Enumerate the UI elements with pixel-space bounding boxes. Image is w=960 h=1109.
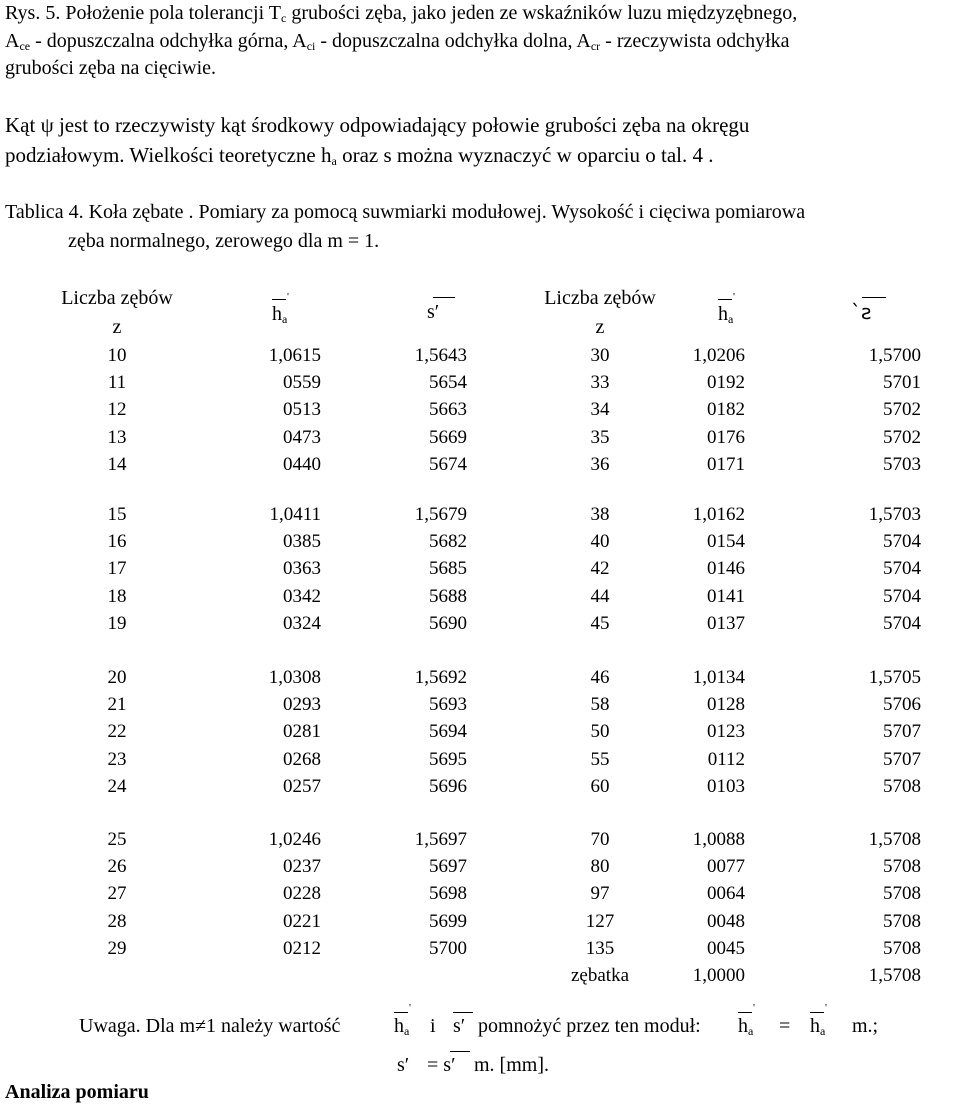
table-cell-s-right: 5704 [883, 558, 921, 580]
paragraph-line2: podziałowym. Wielkości teoretyczne $h_a$ oraz s można wyznaczyć w oparciu o tal. 4 . [5, 143, 714, 168]
table-cell-z-right: 36 [590, 453, 610, 475]
table-cell-s-left: 1,5697 [414, 829, 467, 850]
table-cell-z-left: 26 [107, 856, 127, 878]
prime-ha-2: ' [733, 291, 735, 303]
table-cell-z-left: 24 [107, 775, 127, 797]
table-cell-z-right: 35 [590, 426, 610, 448]
table-cell-z-right: 45 [590, 612, 610, 634]
table-cell-ha-right: 1,0000 [692, 965, 745, 986]
table-cell-s-right: 1,5708 [868, 965, 921, 986]
table-cell-z-left: 19 [107, 612, 127, 634]
header-liczba-zebow-2: Liczba zębów [544, 287, 656, 309]
note-h3: $h_a$ [810, 1015, 826, 1038]
table-cell-ha-right: 1,0088 [692, 829, 745, 850]
table-cell-s-right: 1,5708 [868, 829, 921, 850]
table-cell-z-left: 13 [107, 426, 127, 448]
table-cell-ha-right: 0112 [707, 748, 745, 770]
table-cell-z-right: 44 [590, 585, 610, 607]
paragraph-line1: Kąt ψ jest to rzeczywisty kąt środkowy odpowiadający połowie grubości zęba na okręgu [5, 113, 750, 137]
table-cell-s-left: 5695 [429, 748, 467, 770]
section-heading: Analiza pomiaru [5, 1081, 149, 1103]
table-cell-s-left: 1,5692 [414, 667, 467, 688]
overbar-s-2 [862, 297, 886, 298]
table-cell-s-left: 5698 [429, 883, 467, 905]
table-cell-ha-right: 0176 [707, 426, 745, 448]
table-cell-s-left: 5669 [429, 426, 467, 448]
table-cell-z-left: 16 [107, 531, 127, 553]
note-line2-s-overbar [450, 1051, 470, 1052]
table-cell-z-right: 30 [590, 345, 610, 366]
header-ha-1: $h_a$ [272, 303, 288, 326]
table-cell-ha-left: 0221 [283, 910, 321, 932]
note-h2-overbar [738, 1012, 752, 1013]
table-cell-ha-right: 0045 [707, 937, 745, 959]
table-cell-ha-left: 0237 [283, 856, 321, 878]
table-cell-z-left: 22 [107, 721, 127, 743]
table-cell-ha-left: 0513 [283, 399, 321, 421]
header-z-1: z [112, 316, 122, 338]
note-s: s′ [453, 1015, 466, 1037]
table-cell-z-right: 40 [590, 531, 610, 553]
table-cell-s-right: 5702 [883, 399, 921, 421]
note-line1: Uwaga. Dla m≠1 należy wartość [79, 1015, 341, 1037]
prime-ha-1: ' [287, 291, 289, 303]
table-cell-ha-right: 0103 [707, 775, 745, 797]
note-tail: m.; [852, 1015, 879, 1037]
figure-caption-line2: $A_{ce}$ - dopuszczalna odchyłka górna, $A_{ci}$ - dopuszczalna odchyłka dolna, $A_{cr}$ - rzeczywista odchyłka [5, 30, 790, 53]
table-cell-s-right: 1,5705 [868, 667, 921, 688]
note-line2-eq: = s′ [427, 1054, 456, 1076]
table-cell-z-right: 135 [585, 937, 615, 959]
table-cell-s-right: 5708 [883, 937, 921, 959]
table-cell-s-right: 5702 [883, 426, 921, 448]
table-caption-line2: zęba normalnego, zerowego dla m = 1. [68, 230, 380, 252]
table-cell-s-right: 5701 [883, 372, 921, 394]
figure-caption-line3: grubości zęba na cięciwie. [5, 57, 217, 79]
table-cell-ha-right: 0128 [707, 694, 745, 716]
table-cell-s-right: 5708 [883, 775, 921, 797]
table-cell-s-right: 5708 [883, 856, 921, 878]
table-cell-ha-right: 0192 [707, 372, 745, 394]
figure-caption-line1: Rys. 5. Położenie pola tolerancji $T_c$ grubości zęba, jako jeden ze wskaźników luzu międzyzębnego, [5, 2, 798, 25]
overbar-ha-1 [272, 299, 286, 300]
table-cell-s-left: 5694 [429, 721, 467, 743]
note-h2: $h_a$ [738, 1015, 754, 1038]
table-cell-s-left: 5700 [429, 937, 467, 959]
table-cell-ha-right: 0154 [707, 531, 745, 553]
table-cell-ha-left: 0281 [283, 721, 321, 743]
table-cell-ha-right: 0077 [707, 856, 745, 878]
note-h-overbar [394, 1012, 408, 1013]
table-cell-ha-right: 0141 [707, 585, 745, 607]
table-cell-z-left: 29 [107, 937, 127, 959]
table-cell-z-right: 55 [590, 748, 610, 770]
table-cell-s-right: 5703 [883, 453, 921, 475]
table-cell-s-left: 5693 [429, 694, 467, 716]
note-h3-overbar [810, 1012, 824, 1013]
table-cell-ha-left: 0268 [283, 748, 321, 770]
note-mid: pomnożyć przez ten moduł: [478, 1015, 701, 1037]
table-cell-s-left: 1,5679 [414, 504, 467, 525]
table-cell-z-left: 28 [107, 910, 127, 932]
table-cell-ha-right: 0048 [707, 910, 745, 932]
table-cell-z-left: 21 [107, 694, 127, 716]
table-cell-s-right: 5707 [883, 721, 921, 743]
table-cell-ha-left: 0473 [283, 426, 321, 448]
note-eq: = [779, 1015, 791, 1037]
header-liczba-zebow-1: Liczba zębów [61, 287, 173, 309]
table-cell-s-right: 5704 [883, 612, 921, 634]
table-cell-s-right: 5704 [883, 585, 921, 607]
table-cell-z-left: 10 [107, 345, 127, 366]
table-cell-z-right: 70 [590, 829, 610, 850]
table-cell-ha-left: 0293 [283, 694, 321, 716]
header-ha-2: $h_a$ [718, 303, 734, 326]
table-cell-ha-right: 0146 [707, 558, 745, 580]
table-cell-s-left: 5685 [429, 558, 467, 580]
table-cell-s-left: 5688 [429, 585, 467, 607]
table-cell-ha-left: 0324 [283, 612, 321, 634]
table-cell-ha-left: 0440 [283, 453, 321, 475]
note-h3-prime: ' [825, 1002, 827, 1014]
table-cell-z-left: 25 [107, 829, 127, 850]
table-cell-z-right: 42 [590, 558, 610, 580]
table-cell-s-right: 1,5703 [868, 504, 921, 525]
table-cell-ha-right: 0171 [707, 453, 745, 475]
table-cell-ha-left: 0559 [283, 372, 321, 394]
table-cell-ha-right: 0123 [707, 721, 745, 743]
table-cell-ha-left: 1,0411 [269, 504, 321, 525]
table-cell-s-right: 5706 [883, 694, 921, 716]
table-cell-z-right: 58 [590, 694, 610, 716]
table-cell-z-right: 60 [590, 775, 610, 797]
table-cell-z-right: 46 [590, 667, 610, 688]
note-line2-s: s′ [397, 1054, 410, 1076]
table-cell-ha-right: 1,0206 [692, 345, 745, 366]
table-cell-s-left: 5674 [429, 453, 467, 475]
note-h2-prime: ' [753, 1002, 755, 1014]
table-cell-z-right: 80 [590, 856, 610, 878]
table-cell-ha-right: 1,0134 [692, 667, 745, 688]
table-cell-s-right: 1,5700 [868, 345, 921, 366]
table-cell-ha-right: 0064 [707, 883, 745, 905]
table-cell-z-left: 11 [107, 372, 127, 394]
table-cell-ha-left: 1,0308 [268, 667, 321, 688]
table-cell-ha-left: 0212 [283, 937, 321, 959]
table-cell-s-right: 5707 [883, 748, 921, 770]
note-i: i [430, 1015, 436, 1037]
note-s-overbar [453, 1012, 473, 1013]
table-cell-s-right: 5704 [883, 531, 921, 553]
table-caption-line1: Tablica 4. Koła zębate . Pomiary za pomocą suwmiarki modułowej. Wysokość i cięciwa pomiarowa [5, 201, 806, 223]
overbar-ha-2 [718, 299, 732, 300]
table-cell-ha-left: 0342 [283, 585, 321, 607]
table-cell-ha-right: 0182 [707, 399, 745, 421]
table-cell-z-left: 20 [107, 667, 127, 688]
table-cell-z-left: 15 [107, 504, 127, 525]
table-cell-s-left: 5663 [429, 399, 467, 421]
note-line2-tail: m. [mm]. [474, 1054, 549, 1076]
table-cell-ha-left: 0257 [283, 775, 321, 797]
header-s-2: `ƨ [851, 300, 872, 324]
table-cell-ha-left: 1,0246 [268, 829, 321, 850]
table-cell-z-right: 34 [590, 399, 610, 421]
note-h-prime: ' [409, 1002, 411, 1014]
table-cell-s-right: 5708 [883, 910, 921, 932]
table-cell-z-right: 127 [585, 910, 615, 932]
table-cell-z-left: 23 [107, 748, 127, 770]
table-cell-z-left: 14 [107, 453, 127, 475]
table-cell-z-left: 27 [107, 883, 127, 905]
table-cell-ha-left: 0228 [283, 883, 321, 905]
table-cell-ha-right: 0137 [707, 612, 745, 634]
header-s-1: s′ [427, 301, 440, 323]
table-cell-ha-right: 1,0162 [692, 504, 745, 525]
table-cell-z-right: 50 [590, 721, 610, 743]
table-cell-s-right: 5708 [883, 883, 921, 905]
table-cell-s-left: 1,5643 [414, 345, 467, 366]
table-cell-s-left: 5696 [429, 775, 467, 797]
table-cell-z-left: 17 [107, 558, 127, 580]
note-h: $h_a$ [394, 1015, 410, 1038]
table-cell-z-right: 38 [590, 504, 610, 525]
table-cell-s-left: 5697 [429, 856, 467, 878]
table-cell-s-left: 5682 [429, 531, 467, 553]
table-cell-ha-left: 1,0615 [268, 345, 321, 366]
table-cell-z-right: 33 [590, 372, 610, 394]
table-cell-z-left: 18 [107, 585, 127, 607]
table-cell-s-left: 5654 [429, 372, 467, 394]
table-cell-ha-left: 0385 [283, 531, 321, 553]
table-cell-z-right: zębatka [570, 965, 630, 986]
table-cell-ha-left: 0363 [283, 558, 321, 580]
table-cell-s-left: 5690 [429, 612, 467, 634]
header-z-2: z [595, 316, 605, 338]
table-cell-s-left: 5699 [429, 910, 467, 932]
table-cell-z-left: 12 [107, 399, 127, 421]
table-cell-z-right: 97 [590, 883, 610, 905]
overbar-s-1 [433, 297, 455, 298]
